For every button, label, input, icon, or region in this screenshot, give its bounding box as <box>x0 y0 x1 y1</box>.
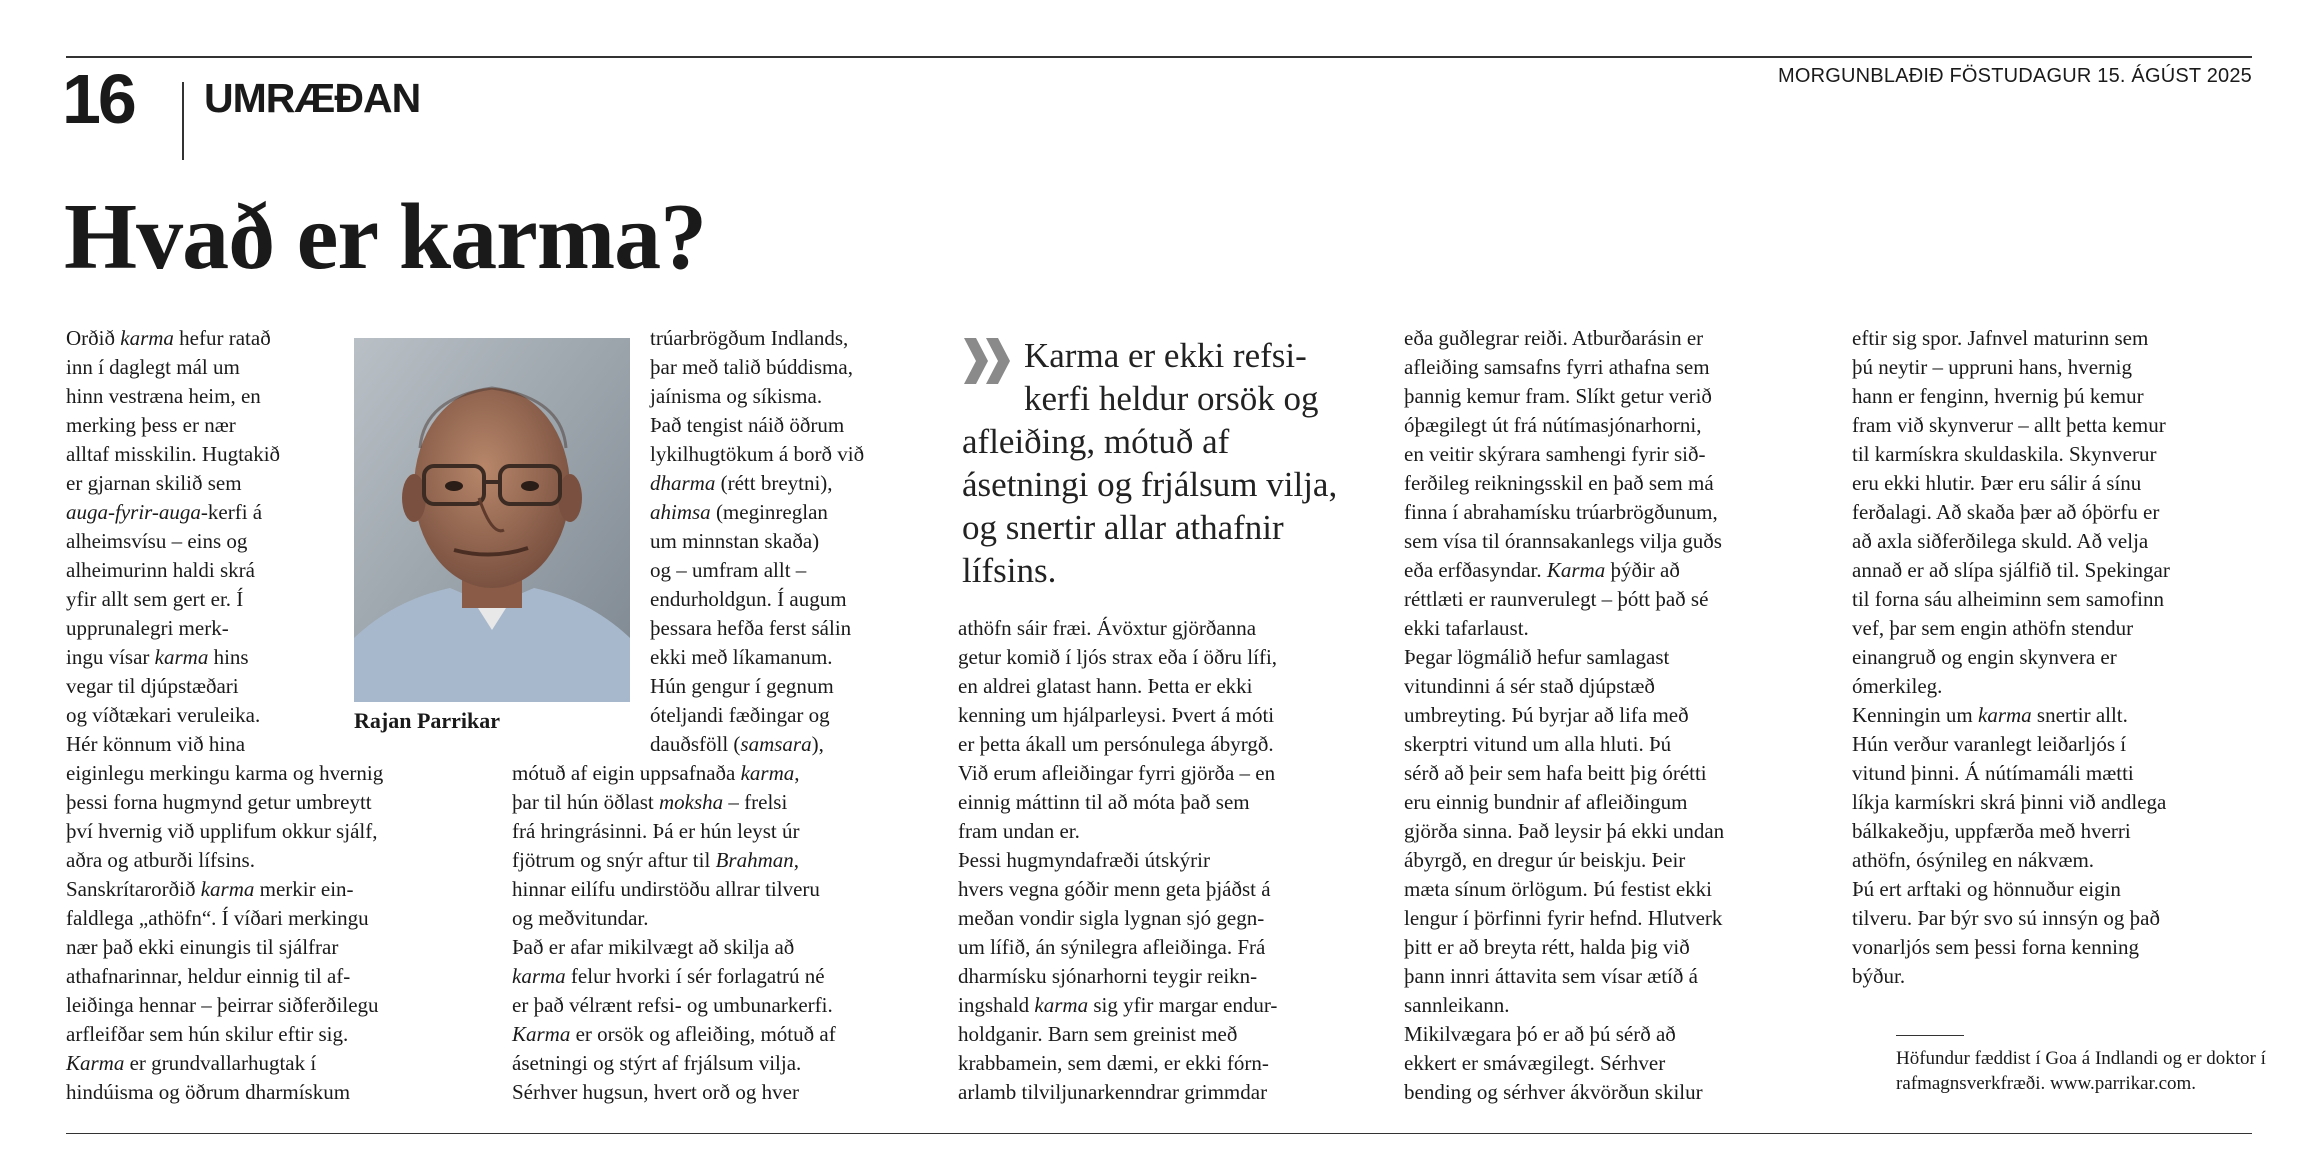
body-line: en aldrei glatast hann. Þetta er ekki <box>958 674 1253 698</box>
top-rule <box>66 56 2252 58</box>
bottom-rule <box>66 1133 2252 1134</box>
body-line: dharma (rétt breytni), <box>650 471 833 495</box>
author-bio-rule <box>1896 1035 1964 1036</box>
body-line: ferðalagi. Að skaða þær að óþörfu er <box>1852 500 2160 524</box>
body-line: dharmísku sjónarhorni teygir reikn- <box>958 964 1258 988</box>
body-line: ekki með líkamanum. <box>650 645 833 669</box>
body-line: um lífið, án sýnilegra afleiðinga. Frá <box>958 935 1266 959</box>
body-line: getur komið í ljós strax eða í öðru lífi, <box>958 645 1278 669</box>
quote-mark-icon <box>962 334 1024 394</box>
body-line: Hún verður varanlegt leiðarljós í <box>1852 732 2127 756</box>
body-line: þannig kemur fram. Slíkt getur verið <box>1404 384 1712 408</box>
body-line: faldlega „athöfn“. Í víðari merkingu <box>66 906 369 930</box>
body-line: trúarbrögðum Indlands, <box>650 326 849 350</box>
photo-caption: Rajan Parrikar <box>354 708 501 733</box>
body-line: annað er að slípa sjálfið til. Spekingar <box>1852 558 2170 582</box>
body-line: þitt er að breyta rétt, halda þig við <box>1404 935 1690 959</box>
author-photo <box>354 338 630 702</box>
body-line: ásetningi og stýrt af frjálsum vilja. <box>512 1051 802 1075</box>
body-line: fram undan er. <box>958 819 1080 843</box>
body-line: mæta sínum örlögum. Þú festist ekki <box>1404 877 1712 901</box>
body-line: tilveru. Þar býr svo sú innsýn og það <box>1852 906 2160 930</box>
body-line: lykilhugtökum á borð við <box>650 442 865 466</box>
body-line: sem vísa til órannsakanlegs vilja guðs <box>1404 529 1722 553</box>
body-line: fram við skynverur – allt þetta kemur <box>1852 413 2166 437</box>
body-line: Kenningin um karma snertir allt. <box>1852 703 2128 727</box>
body-line: og meðvitundar. <box>512 906 649 930</box>
body-line: Mikilvægara þó er að þú sérð að <box>1404 1022 1676 1046</box>
body-line: ómerkileg. <box>1852 674 1943 698</box>
body-line: einnig máttinn til að móta það sem <box>958 790 1250 814</box>
body-line: gjörða sinna. Það leysir þá ekki undan <box>1404 819 1725 843</box>
body-line: þú neytir – uppruni hans, hvernig <box>1852 355 2132 379</box>
body-line: endurholdgun. Í augum <box>650 587 847 611</box>
body-column-5 <box>1852 324 2272 991</box>
body-line: leiðinga hennar – þeirrar siðferðilegu <box>66 993 379 1017</box>
body-line: og víðtækari veruleika. <box>66 703 261 727</box>
body-line: alheimsvísu – eins og <box>66 529 248 553</box>
body-line: inn í daglegt mál um <box>66 355 240 379</box>
body-line: mótuð af eigin uppsafnaða karma, <box>512 761 800 785</box>
body-line: og – umfram allt – <box>650 558 807 582</box>
body-line: býður. <box>1852 964 1906 988</box>
body-line: merking þess er nær <box>66 413 236 437</box>
body-line: Sanskrítarorðið karma merkir ein- <box>66 877 354 901</box>
article-headline: Hvað er karma? <box>64 185 707 289</box>
body-line: ábyrgð, en dregur úr beiskju. Þeir <box>1404 848 1686 872</box>
author-bio: Höfundur fæddist í Goa á Indlandi og er doktor í rafmagnsverkfræði. www.parrikar.com. <box>1896 1048 2266 1094</box>
body-line: hindúisma og öðrum dharmískum <box>66 1080 351 1104</box>
body-line: karma felur hvorki í sér forlagatrú né <box>512 964 825 988</box>
body-line: réttlæti er raunverulegt – þótt það sé <box>1404 587 1709 611</box>
body-line: yfir allt sem gert er. Í <box>66 587 244 611</box>
body-line: eða erfðasyndar. Karma þýðir að <box>1404 558 1680 582</box>
body-line: einangruð og engin skynvera er <box>1852 645 2117 669</box>
body-line: vef, þar sem engin athöfn stendur <box>1852 616 2134 640</box>
body-column-4 <box>1404 324 1834 1107</box>
body-line: Karma er grundvallarhugtak í <box>66 1051 317 1075</box>
body-line: Við erum afleiðingar fyrri gjörða – en <box>958 761 1276 785</box>
body-line: athöfn sáir fræi. Ávöxtur gjörðanna <box>958 616 1257 640</box>
body-line: eftir sig spor. Jafnvel maturinn sem <box>1852 326 2149 350</box>
body-line: hinnar eilífu undirstöðu allrar tilveru <box>512 877 820 901</box>
body-line: hinn vestræna heim, en <box>66 384 261 408</box>
body-line: auga-fyrir-auga-kerfi á <box>66 500 263 524</box>
body-line: krabbamein, sem dæmi, er ekki fórn- <box>958 1051 1269 1075</box>
body-line: að axla siðferðilega skuld. Að velja <box>1852 529 2149 553</box>
body-line: óteljandi fæðingar og <box>650 703 830 727</box>
body-line: holdganir. Barn sem greinist með <box>958 1022 1238 1046</box>
body-line: afleiðing samsafns fyrri athafna sem <box>1404 355 1710 379</box>
masthead-dateline: MORGUNBLAÐIÐ FÖSTUDAGUR 15. ÁGÚST 2025 <box>1777 65 2252 87</box>
body-line: til forna sáu alheiminn sem samofinn <box>1852 587 2165 611</box>
body-line: vonarljós sem þessi forna kenning <box>1852 935 2139 959</box>
body-line: eru einnig bundnir af afleiðingum <box>1404 790 1688 814</box>
body-column-1-bottom <box>66 759 486 1107</box>
body-line: ingshald karma sig yfir margar endur- <box>958 993 1278 1017</box>
body-line: óþægilegt út frá nútímasjónarhorni, <box>1404 413 1702 437</box>
body-line: ahimsa (meginreglan <box>650 500 828 524</box>
body-line: jaínisma og síkisma. <box>650 384 823 408</box>
body-line: Orðið karma hefur ratað <box>66 326 271 350</box>
body-line: sannleikann. <box>1404 993 1510 1017</box>
body-line: arlamb tilviljunarkenndrar grimmdar <box>958 1080 1268 1104</box>
body-line: finna í abrahamísku trúarbrögðunum, <box>1404 500 1718 524</box>
body-line: því hvernig við upplifum okkur sjálf, <box>66 819 378 843</box>
body-line: eða guðlegrar reiði. Atburðarásin er <box>1404 326 1704 350</box>
body-line: bending og sérhver ákvörðun skilur <box>1404 1080 1703 1104</box>
body-line: arfleifðar sem hún skilur eftir sig. <box>66 1022 349 1046</box>
body-line: Karma er orsök og afleiðing, mótuð af <box>512 1022 836 1046</box>
body-line: vitund þinni. Á nútímamáli mætti <box>1852 761 2134 785</box>
body-line: ferðileg reikningsskil en það sem má <box>1404 471 1714 495</box>
body-line: til karmískra skuldaskila. Skynverur <box>1852 442 2157 466</box>
body-line: Það tengist náið öðrum <box>650 413 845 437</box>
body-line: aðra og atburði lífsins. <box>66 848 255 872</box>
pull-quote-text: Karma er ekki refsi-kerfi heldur orsök og afleiðing, mótuð af ásetningi og frjálsum vilja, og snertir allar athafnir lífsins. <box>962 336 1338 590</box>
body-line: vegar til djúpstæðari <box>66 674 239 698</box>
body-line: umbreyting. Þú byrjar að lifa með <box>1404 703 1689 727</box>
body-line: Þú ert arftaki og hönnuður eigin <box>1852 877 2121 901</box>
body-line: lengur í þörfinni fyrir hefnd. Hlutverk <box>1404 906 1723 930</box>
body-line: fjötrum og snýr aftur til Brahman, <box>512 848 799 872</box>
body-column-2-bottom <box>512 759 942 1107</box>
body-line: Þessi hugmyndafræði útskýrir <box>958 848 1210 872</box>
body-line: sérð að þeir sem hafa beitt þig órétti <box>1404 761 1707 785</box>
body-line: Sérhver hugsun, hvert orð og hver <box>512 1080 799 1104</box>
body-line: eru ekki hlutir. Þær eru sálir á sínu <box>1852 471 2142 495</box>
body-line: ekkert er smávægilegt. Sérhver <box>1404 1051 1666 1075</box>
body-line: er þetta ákall um persónulega ábyrgð. <box>958 732 1274 756</box>
body-line: líkja karmískri skrá þinni við andlega <box>1852 790 2167 814</box>
body-column-3 <box>958 614 1378 1107</box>
body-column-1-top <box>66 324 346 759</box>
body-line: ekki tafarlaust. <box>1404 616 1529 640</box>
body-line: þann innri áttavita sem vísar ætíð á <box>1404 964 1698 988</box>
body-line: er gjarnan skilið sem <box>66 471 242 495</box>
body-line: þessara hefða ferst sálin <box>650 616 852 640</box>
body-line: kenning um hjálparleysi. Þvert á móti <box>958 703 1275 727</box>
body-line: frá hringrásinni. Þá er hún leyst úr <box>512 819 800 843</box>
body-line: Hér könnum við hina <box>66 732 246 756</box>
body-line: þessi forna hugmynd getur umbreytt <box>66 790 372 814</box>
author-portrait-image <box>354 338 630 702</box>
body-line: athöfn, ósýnileg en nákvæm. <box>1852 848 2095 872</box>
body-line: alltaf misskilin. Hugtakið <box>66 442 281 466</box>
body-line: meðan vondir sigla lygnan sjó gegn- <box>958 906 1265 930</box>
body-line: ingu vísar karma hins <box>66 645 249 669</box>
body-column-2-top <box>650 324 920 759</box>
body-line: dauðsföll (samsara), <box>650 732 824 756</box>
body-line: er það vélrænt refsi- og umbunarkerfi. <box>512 993 833 1017</box>
body-line: nær það ekki einungis til sjálfrar <box>66 935 339 959</box>
body-line: hann er fenginn, hvernig þú kemur <box>1852 384 2144 408</box>
section-title: UMRÆÐAN <box>204 75 421 121</box>
body-line: alheimurinn haldi skrá <box>66 558 255 582</box>
body-line: eiginlegu merkingu karma og hvernig <box>66 761 384 785</box>
body-line: hvers vegna góðir menn geta þjáðst á <box>958 877 1271 901</box>
body-line: bálkakeðju, uppfærða með hverri <box>1852 819 2131 843</box>
body-line: upprunalegri merk- <box>66 616 229 640</box>
page-number: 16 <box>62 60 134 138</box>
body-line: þar með talið búddisma, <box>650 355 853 379</box>
body-line: skerptri vitund um alla hluti. Þú <box>1404 732 1672 756</box>
section-divider <box>182 82 184 160</box>
body-line: vitundinni á sér stað djúpstæð <box>1404 674 1655 698</box>
body-line: þar til hún öðlast moksha – frelsi <box>512 790 788 814</box>
body-line: um minnstan skaða) <box>650 529 820 553</box>
body-line: athafnarinnar, heldur einnig til af- <box>66 964 351 988</box>
body-line: Þegar lögmálið hefur samlagast <box>1404 645 1670 669</box>
body-line: Hún gengur í gegnum <box>650 674 834 698</box>
pull-quote <box>962 334 1362 592</box>
body-line: en veitir skýrara samhengi fyrir sið- <box>1404 442 1706 466</box>
body-line: Það er afar mikilvægt að skilja að <box>512 935 795 959</box>
